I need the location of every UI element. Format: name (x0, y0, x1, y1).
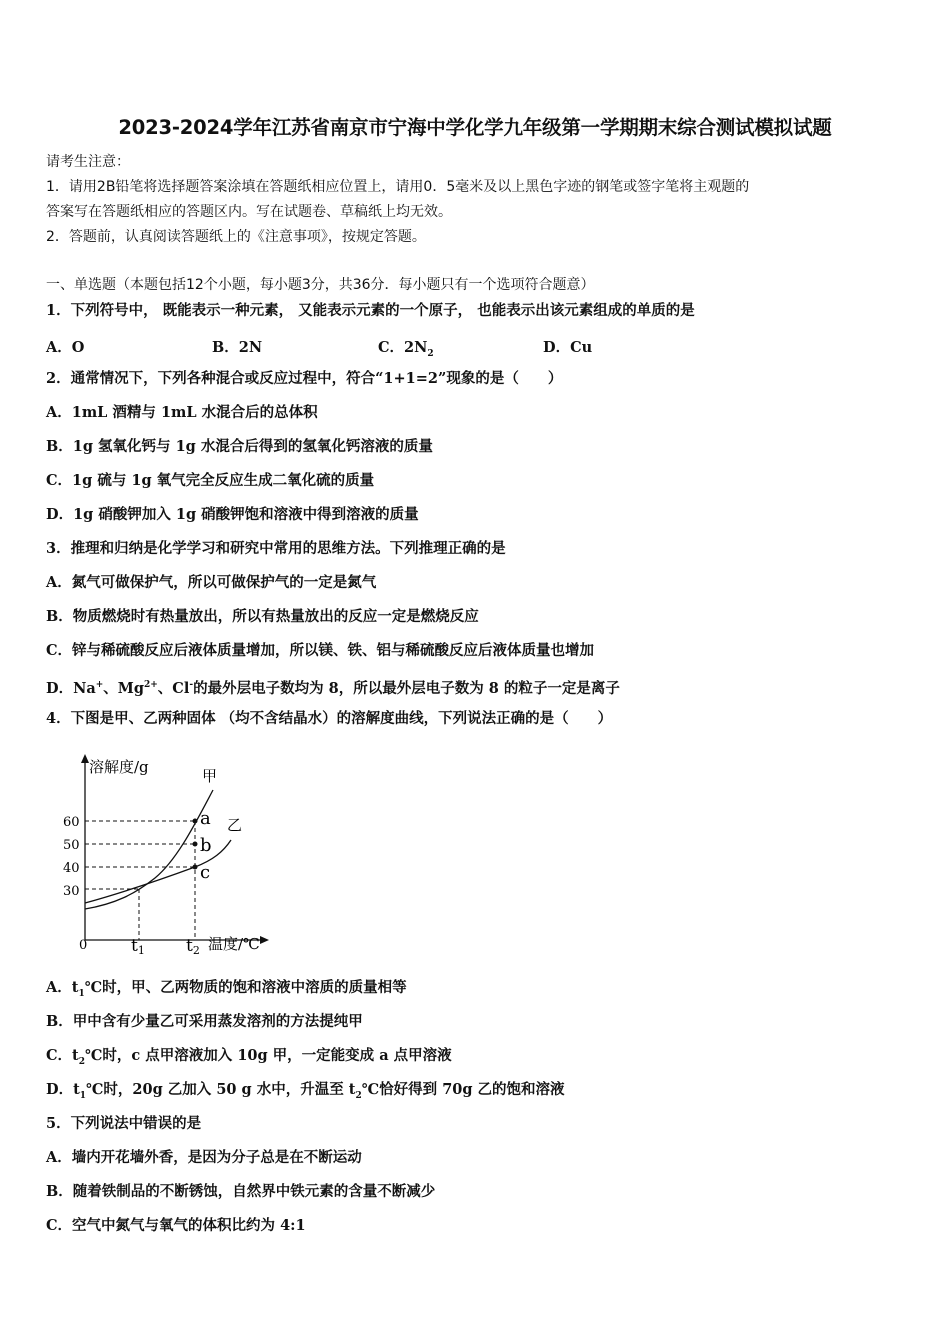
q4-stem: 4．下图是甲、乙两种固体 （均不含结晶水）的溶解度曲线，下列说法正确的是（ ） (46, 710, 613, 727)
series-jia-curve (85, 790, 213, 909)
q2-option-a: A．1mL 酒精与 1mL 水混合后的总体积 (46, 404, 318, 421)
y-axis-label: 溶解度/g (89, 758, 149, 776)
q2-option-b: B．1g 氢氧化钙与 1g 水混合后得到的氢氧化钙溶液的质量 (46, 438, 433, 455)
point-c (193, 865, 198, 870)
q1-option-b: B．2N (212, 339, 263, 356)
x-axis-arrow (260, 936, 269, 944)
q2-option-c: C．1g 硫与 1g 氧气完全反应生成二氧化硫的质量 (46, 472, 375, 489)
q4-option-d: D．$t_1℃$时，20g 乙加入 50 g 水中，升温至 $t_2℃$恰好得到 70g 乙的饱和溶液 (46, 1081, 565, 1101)
q5-option-a: A．墙内开花墙外香，是因为分子总是在不断运动 (46, 1149, 362, 1166)
point-b-label: b (200, 835, 212, 856)
q2-stem: 2．通常情况下，下列各种混合或反应过程中，符合“1+1=2”现象的是（ ） (46, 370, 563, 387)
page-title: 2023-2024学年江苏省南京市宁海中学化学九年级第一学期期末综合测试模拟试题 (118, 116, 832, 139)
series-yi-label: 乙 (227, 816, 243, 834)
q4-option-c: C．$t_2℃$时，c 点甲溶液加入 10g 甲，一定能变成 a 点甲溶液 (46, 1047, 452, 1067)
section-heading: 一、单选题（本题包括12个小题，每小题3分，共36分．每小题只有一个选项符合题意） (46, 277, 595, 293)
q1-option-d: D．Cu (543, 339, 593, 356)
q5-option-b: B．随着铁制品的不断锈蚀，自然界中铁元素的含量不断减少 (46, 1183, 436, 1200)
y-axis-arrow (81, 754, 89, 763)
notice-heading: 请考生注意： (46, 154, 130, 170)
q3-option-b: B．物质燃烧时有热量放出，所以有热量放出的反应一定是燃烧反应 (46, 608, 479, 625)
notice-item-1-line-2: 答案写在答题纸相应的答题区内。写在试题卷、草稿纸上均无效。 (46, 204, 452, 220)
series-jia-label: 甲 (202, 767, 218, 785)
x-tick-t1: t1 (131, 936, 145, 957)
notice-item-2: 2．答题前，认真阅读答题纸上的《注意事项》，按规定答题。 (46, 229, 426, 245)
point-b (193, 842, 198, 847)
point-c-label: c (200, 862, 211, 883)
y-tick-30: 30 (63, 884, 80, 899)
solubility-chart (55, 752, 285, 962)
q1-stem: 1．下列符号中， 既能表示一种元素， 又能表示元素的一个原子， 也能表示出该元素组成的单质的是 (46, 302, 695, 319)
q3-stem: 3．推理和归纳是化学学习和研究中常用的思维方法。下列推理正确的是 (46, 540, 506, 557)
point-a (193, 819, 198, 824)
q4-option-a: A．$t_1℃$时，甲、乙两物质的饱和溶液中溶质的质量相等 (46, 979, 407, 999)
q1-option-c: C．$2N_2$ (378, 339, 434, 359)
notice-item-1-line-1: 1．请用2B铅笔将选择题答案涂填在答题纸相应位置上，请用0．5毫米及以上黑色字迹的钢笔或签字笔将主观题的 (46, 179, 750, 195)
origin-label: 0 (79, 938, 88, 953)
q3-option-d: D．Na+、$Mg^{2+}$、Cl-的最外层电子数均为 8，所以最外层电子数为 8 的粒子一定是离子 (46, 679, 620, 697)
y-tick-50: 50 (63, 838, 80, 853)
q4-option-b: B．甲中含有少量乙可采用蒸发溶剂的方法提纯甲 (46, 1013, 363, 1030)
q3-option-c: C．锌与稀硫酸反应后液体质量增加，所以镁、铁、铝与稀硫酸反应后液体质量也增加 (46, 642, 595, 659)
q2-option-d: D．1g 硝酸钾加入 1g 硝酸钾饱和溶液中得到溶液的质量 (46, 506, 419, 523)
x-tick-t2: t2 (186, 936, 200, 957)
q1-option-a: A．O (46, 339, 85, 356)
point-a-label: a (200, 808, 211, 829)
y-tick-40: 40 (63, 861, 80, 876)
q5-stem: 5．下列说法中错误的是 (46, 1115, 202, 1132)
y-tick-60: 60 (63, 815, 80, 830)
x-axis-label: 温度/℃ (208, 935, 260, 953)
q3-option-a: A．氮气可做保护气，所以可做保护气的一定是氮气 (46, 574, 377, 591)
q5-option-c: C．空气中氮气与氧气的体积比约为 4:1 (46, 1217, 306, 1234)
